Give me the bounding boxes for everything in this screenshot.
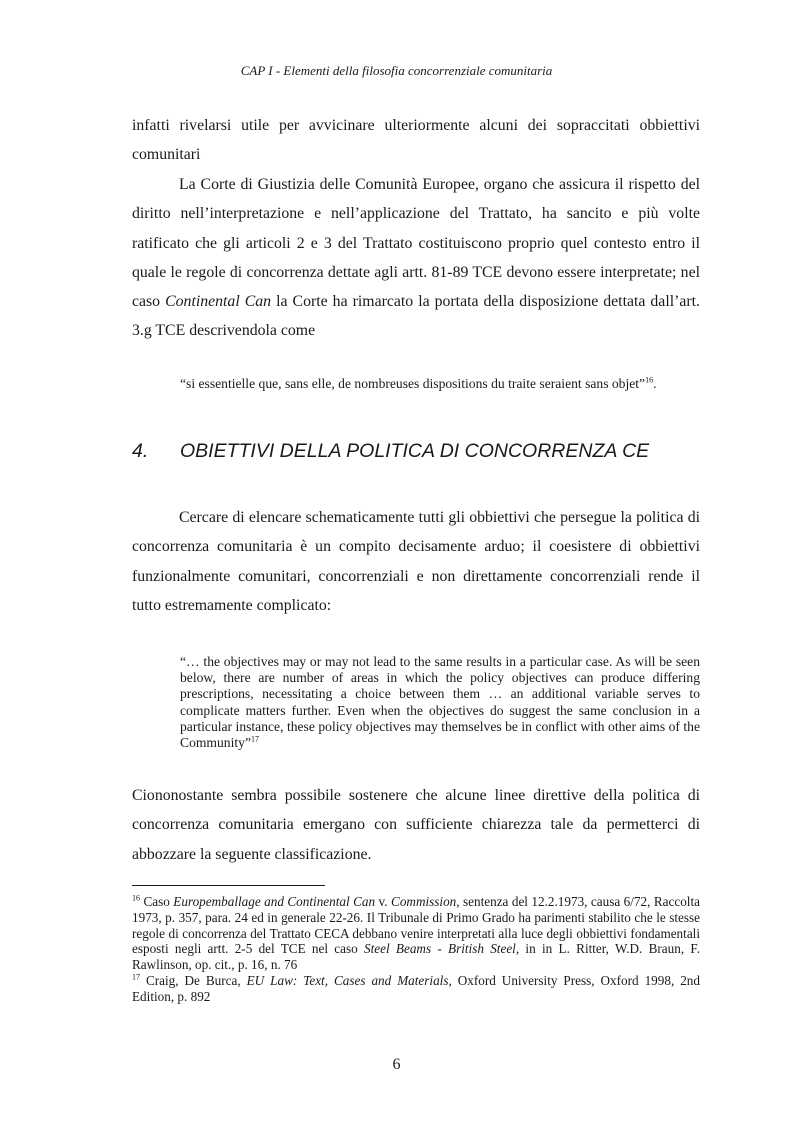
footnote-17 <box>132 973 700 1005</box>
quote-text: “si essentielle que, sans elle, de nombreuses dispositions du traite seraient sans objet” <box>180 376 646 391</box>
footnote-text: , in in L. Ritter, W.D. Braun, F. Rawlinson, op. cit., p. 16, n. 76 <box>132 941 700 973</box>
footnote-text: , sentenza del 12.2.1973, causa 6/72, Raccolta 1973, p. 357, para. 24 ed in generale 22-26. Il Tribunale di Primo Grado ha parimenti stabilito che le stesse regole di concorrenza del Trattato CECA debbano venire interpretati alla luce degli obbiettivi fondamentali esposti negli artt. 2-5 del TCE nel caso <box>132 894 700 957</box>
footnote-italic: Commission <box>391 894 457 909</box>
footnote-text: Caso <box>140 894 174 909</box>
paragraph-objectives: Cercare di elencare schematicamente tutti gli obbiettivi che persegue la politica di concorrenza comunitaria è un compito decisamente arduo; il coesistere di obbiettivi funzionalmente comunitari, concorrenziali e non direttamente concorrenziali rende il tutto estremamente complicato: <box>132 509 700 614</box>
section-heading <box>132 440 700 463</box>
paragraph-classification: Ciononostante sembra possibile sostenere che alcune linee direttive della politica di concorrenza comunitaria emergano con sufficiente chiarezza tale da permetterci di abbozzare la seguente classificazione. <box>132 787 700 863</box>
footnote-separator <box>132 885 325 886</box>
footnote-text: Craig, De Burca, <box>140 972 247 988</box>
footnote-number: 17 <box>132 972 140 982</box>
paragraph-text: la Corte ha rimarcato la portata della disposizione dettata dall’art. 3.g TCE descrivendola come <box>132 293 700 340</box>
paragraph-court-of-justice <box>132 170 700 346</box>
footnotes <box>132 894 700 1005</box>
footnote-16 <box>132 894 700 973</box>
quote-text: “… the objectives may or may not lead to the same results in a particular case. As will be seen below, there are number of areas in which the policy objectives can produce differing prescriptions, necessitating a choice between them … an additional variable serves to complicate matters further. Even when the objectives do suggest the same conclusion in a particular instance, these policy objectives may themselves be in conflict with other aims of the Community” <box>180 654 700 751</box>
block-quote-english <box>180 654 700 751</box>
paragraph-text: La Corte di Giustizia delle Comunità Europee, organo che assicura il rispetto del diritto nell’interpretazione e nell’applicazione del Trattato, ha sancito e più volte ratificato che gli articoli 2 e 3 del Trattato costituiscono proprio quel contesto entro il quale le regole di concorrenza dettate agli artt. 81-89 TCE devono essere interpretate; nel caso <box>132 176 700 311</box>
page-number: 6 <box>392 1056 401 1073</box>
running-header: CAP I - Elementi della filosofia concorrenziale comunitaria <box>240 63 553 78</box>
footnote-text: , Oxford University Press, Oxford 1998, 2nd Edition, p. 892 <box>132 972 700 1004</box>
footnote-number: 16 <box>132 893 140 903</box>
footnote-reference[interactable]: 16 <box>645 375 654 385</box>
section-number: 4. <box>132 440 149 462</box>
paragraph-continuation: infatti rivelarsi utile per avvicinare ulteriormente alcuni dei sopraccitati obbiettivi comunitari <box>132 117 700 164</box>
block-quote-french <box>180 376 700 392</box>
footnote-italic: Europemballage and Continental Can <box>173 894 376 909</box>
footnote-italic: EU Law: Text, Cases and Materials <box>246 972 449 988</box>
footnote-text: v. <box>375 894 392 909</box>
footnote-italic: Steel Beams - British Steel <box>364 941 516 957</box>
footnote-reference[interactable]: 17 <box>251 734 259 744</box>
section-title: OBIETTIVI DELLA POLITICA DI CONCORRENZA CE <box>180 440 650 462</box>
quote-trailing: . <box>653 376 657 391</box>
case-name-italic: Continental Can <box>165 293 272 311</box>
